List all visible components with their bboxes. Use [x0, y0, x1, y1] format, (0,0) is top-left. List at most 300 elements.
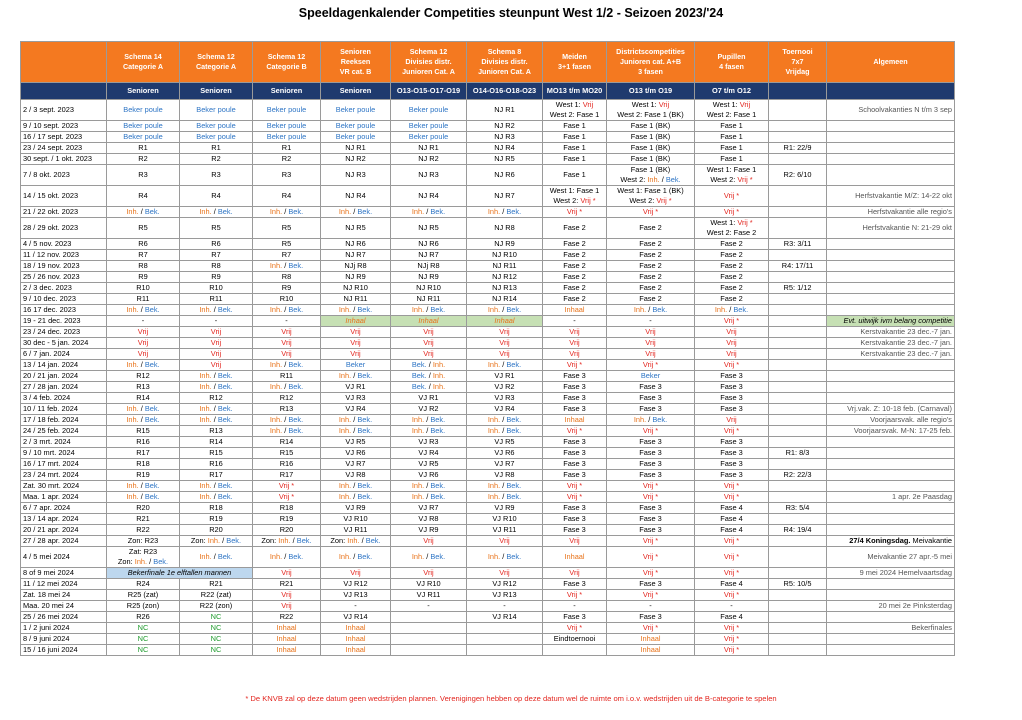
column-header-line: Junioren Cat. A [402, 67, 455, 76]
table-row [21, 536, 955, 547]
table-cell [543, 503, 607, 514]
cell-text: VJ R14 [343, 612, 368, 621]
cell-text: West 1: Fase 1 [549, 186, 600, 195]
date-cell: 11 / 12 nov. 2023 [21, 250, 107, 261]
table-cell [695, 590, 769, 601]
table-cell [827, 601, 955, 612]
cell-text: Beker poule [266, 121, 307, 130]
table-cell [107, 294, 180, 305]
table-cell [107, 525, 180, 536]
cell-text: Vrij * [642, 492, 659, 501]
cell-text: VJ R5 [418, 459, 439, 468]
cell-text: Fase 3 [563, 393, 586, 402]
table-cell [321, 132, 391, 143]
cell-text: Inh. [487, 481, 501, 490]
cell-text: / [500, 415, 507, 424]
date-cell: 28 / 29 okt. 2023 [21, 218, 107, 239]
cell-text: - [730, 601, 733, 610]
cell-text: R9 [211, 272, 221, 281]
table-cell [253, 239, 321, 250]
cell-text: R4 [281, 191, 292, 200]
table-row [21, 121, 955, 132]
cell-text: Bek. [506, 207, 522, 216]
cell-text: R18 [279, 503, 294, 512]
table-cell [321, 239, 391, 250]
table-cell [180, 186, 253, 207]
cell-text: Beker poule [266, 132, 307, 141]
table-row [21, 470, 955, 481]
cell-text: R17 [279, 470, 294, 479]
cell-text: Bek. [357, 492, 373, 501]
cell-text: Vrij * [566, 207, 583, 216]
cell-text: / [282, 426, 289, 435]
table-cell [180, 634, 253, 645]
table-cell [180, 218, 253, 239]
cell-text: / [282, 305, 289, 314]
cell-text: Fase 3 [563, 525, 586, 534]
table-cell [827, 239, 955, 250]
table-cell [543, 645, 607, 656]
cell-text: Fase 1 [563, 170, 586, 179]
cell-text: / [351, 552, 358, 561]
cell-text: VJ R4 [345, 404, 366, 413]
cell-text: Fase 3 [720, 382, 743, 391]
table-cell [391, 579, 467, 590]
table-row [21, 186, 955, 207]
table-cell [695, 143, 769, 154]
table-cell [253, 382, 321, 393]
table-row [21, 338, 955, 349]
table-cell [695, 404, 769, 415]
cell-text: / [138, 481, 145, 490]
date-cell: 9 / 10 mrt. 2024 [21, 448, 107, 459]
table-cell [107, 121, 180, 132]
date-cell: 6 / 7 apr. 2024 [21, 503, 107, 514]
cell-text: Inhaal [345, 316, 366, 325]
table-cell [607, 623, 695, 634]
table-cell [253, 426, 321, 437]
table-cell [253, 100, 321, 121]
date-cell: 19 - 21 dec. 2023 [21, 316, 107, 327]
cell-text: NC [210, 623, 222, 632]
cell-text: R11 [209, 294, 223, 303]
cell-text: West 2: Fase 1 [706, 110, 757, 119]
cell-text: Fase 3 [639, 382, 662, 391]
table-row [21, 305, 955, 316]
cell-text: R6 [211, 239, 221, 248]
table-cell [391, 437, 467, 448]
cell-text: Inh. [199, 415, 212, 424]
cell-text: 9 mei 2024 Hemelvaartsdag [859, 568, 952, 577]
cell-text: Fase 1 [720, 121, 743, 130]
table-cell [467, 154, 543, 165]
cell-text: / [138, 305, 145, 314]
table-cell [321, 437, 391, 448]
cell-text: R18 [136, 459, 150, 468]
cell-text: Vrij * [723, 426, 740, 435]
cell-text: / [211, 415, 218, 424]
cell-text: / [500, 207, 507, 216]
cell-text: / [426, 371, 433, 380]
cell-text: West 2: Fase 2 [706, 228, 757, 237]
table-cell [607, 459, 695, 470]
cell-text: Inh. [269, 382, 283, 391]
table-cell [180, 448, 253, 459]
cell-text: R14 [279, 437, 294, 446]
cell-text: R19 [279, 514, 294, 523]
column-header-line: 3 fasen [638, 67, 663, 76]
cell-text: VJ R1 [418, 393, 439, 402]
table-cell [180, 579, 253, 590]
table-cell [769, 261, 827, 272]
table-cell [827, 623, 955, 634]
cell-text: 20 mei 2e Pinksterdag [878, 601, 952, 610]
table-cell [107, 338, 180, 349]
cell-text: R3 [138, 170, 148, 179]
cell-text: Inh. [338, 481, 352, 490]
table-cell [695, 261, 769, 272]
table-cell [827, 294, 955, 305]
table-cell [180, 536, 253, 547]
cell-text: Vrij [726, 338, 737, 347]
cell-text: R17 [136, 448, 150, 457]
table-cell [695, 415, 769, 426]
cell-text: Fase 1 [720, 143, 743, 152]
cell-text: / [424, 481, 431, 490]
cell-text: / [211, 382, 218, 391]
cell-text: Fase 4 [720, 612, 743, 621]
table-row [21, 568, 955, 579]
cell-text: NJ R12 [492, 272, 517, 281]
table-cell [543, 601, 607, 612]
cell-text: R12 [136, 371, 150, 380]
cell-text: Inh. [134, 557, 148, 566]
cell-text: Vrij [726, 349, 737, 358]
date-cell: Zat. 30 mrt. 2024 [21, 481, 107, 492]
table-cell [827, 261, 955, 272]
table-cell [391, 459, 467, 470]
column-header [769, 42, 827, 83]
cell-text: Fase 3 [639, 459, 662, 468]
column-header [695, 42, 769, 83]
cell-text: Inh. [199, 552, 212, 561]
table-cell [769, 239, 827, 250]
table-cell [467, 283, 543, 294]
table-cell [253, 218, 321, 239]
table-cell [391, 250, 467, 261]
cell-text: Bek. [430, 207, 446, 216]
cell-text: NJ R2 [345, 154, 366, 163]
table-cell [180, 393, 253, 404]
table-row [21, 492, 955, 503]
table-cell [107, 360, 180, 371]
cell-text: Fase 3 [563, 612, 586, 621]
cell-text: Bek. [506, 492, 522, 501]
cell-text: R15 [209, 448, 223, 457]
cell-text: West 1: Fase 1 [706, 165, 757, 174]
cell-text: NJ R10 [492, 250, 517, 259]
table-cell [391, 349, 467, 360]
table-cell [107, 143, 180, 154]
table-cell [107, 590, 180, 601]
table-cell [253, 404, 321, 415]
cell-text: Zon: [261, 536, 279, 545]
table-row [21, 294, 955, 305]
table-cell [107, 448, 180, 459]
column-header-line: Meiden [562, 52, 587, 61]
cell-text: Bek. [288, 415, 304, 424]
table-cell [827, 437, 955, 448]
table-cell [180, 327, 253, 338]
column-header [391, 42, 467, 83]
cell-text: Fase 4 [720, 514, 743, 523]
cell-text: Fase 2 [720, 283, 743, 292]
cell-text: / [351, 492, 358, 501]
table-cell [180, 525, 253, 536]
table-cell [107, 239, 180, 250]
table-cell [321, 371, 391, 382]
table-cell [769, 448, 827, 459]
table-cell [827, 272, 955, 283]
table-row [21, 634, 955, 645]
table-cell [827, 186, 955, 207]
cell-text: R16 [209, 459, 223, 468]
cell-text: NJ R1 [345, 143, 366, 152]
table-cell [321, 590, 391, 601]
table-cell [391, 492, 467, 503]
table-cell [769, 393, 827, 404]
column-subheader: Senioren [253, 83, 321, 100]
cell-text: Bek. [217, 552, 233, 561]
cell-text: R10 [209, 283, 223, 292]
cell-text: Kerstvakantie 23 dec.-7 jan. [860, 349, 952, 358]
table-cell [107, 536, 180, 547]
table-cell [391, 143, 467, 154]
cell-text: / [500, 492, 507, 501]
cell-text: Eindtoernooi [553, 634, 596, 643]
table-cell [827, 360, 955, 371]
cell-text: Vrij [281, 568, 292, 577]
cell-text: Vrij [658, 100, 670, 109]
cell-text: R3: 3/11 [783, 239, 812, 248]
table-cell [695, 393, 769, 404]
cell-text: Zon: [117, 557, 135, 566]
cell-text: / [282, 261, 289, 270]
table-cell [695, 514, 769, 525]
column-header-line: Districtscompetities [616, 47, 685, 56]
table-cell [321, 404, 391, 415]
table-cell [695, 645, 769, 656]
cell-text: Inh. [347, 536, 360, 545]
table-cell [180, 590, 253, 601]
cell-text: Inh. [338, 426, 352, 435]
cell-text: Inh. [269, 426, 283, 435]
cell-text: Bek. [357, 426, 373, 435]
cell-text: Herfstvakantie alle regio's [867, 207, 952, 216]
cell-text: West 1: [710, 218, 738, 227]
cell-text: Fase 2 [720, 272, 743, 281]
column-subheader: O7 t/m O12 [695, 83, 769, 100]
cell-text: Inh. [338, 492, 352, 501]
cell-text: Bek. [652, 305, 668, 314]
table-cell [543, 250, 607, 261]
cell-text: NC [210, 634, 222, 643]
table-cell [321, 601, 391, 612]
column-header-line: Junioren Cat. A [478, 67, 531, 76]
table-cell [180, 316, 253, 327]
cell-text: - [141, 316, 145, 325]
cell-text: Vrij * [642, 590, 659, 599]
table-cell [391, 371, 467, 382]
cell-text: VJ R11 [492, 525, 517, 534]
cell-text: Inh. [126, 360, 139, 369]
cell-text: Vrij [499, 568, 510, 577]
cell-text: Fase 2 [720, 239, 743, 248]
cell-text: R24 [136, 579, 150, 588]
cell-text: Bek. [144, 415, 160, 424]
cell-text: VJ R3 [345, 393, 366, 402]
cell-text: R21 [209, 579, 223, 588]
table-cell [607, 612, 695, 623]
cell-text: Fase 1 (BK) [630, 143, 671, 152]
cell-text: R19 [136, 470, 150, 479]
cell-text: R7 [138, 250, 148, 259]
table-cell [827, 492, 955, 503]
cell-text: / [138, 404, 145, 413]
table-cell [695, 305, 769, 316]
cell-text: Fase 3 [639, 503, 662, 512]
cell-text: Bek. [411, 382, 427, 391]
cell-text: R4 [138, 191, 148, 200]
table-cell [607, 579, 695, 590]
cell-text: R5 [281, 223, 292, 232]
cell-text: / [359, 536, 366, 545]
table-cell [180, 154, 253, 165]
cell-text: Bek. [365, 536, 381, 545]
table-cell [180, 360, 253, 371]
cell-text: Bek. [357, 207, 373, 216]
cell-text: Inh. [411, 415, 425, 424]
table-cell [321, 272, 391, 283]
cell-text: / [220, 536, 227, 545]
cell-text: R13 [136, 382, 150, 391]
cell-text: NC [210, 645, 222, 654]
cell-text: NJ R5 [418, 223, 439, 232]
date-cell: 2 / 3 sept. 2023 [21, 100, 107, 121]
table-cell [607, 503, 695, 514]
table-cell [391, 154, 467, 165]
cell-text: Vrij [645, 349, 656, 358]
cell-text: Fase 2 [563, 272, 586, 281]
cell-text: VJ R14 [492, 612, 517, 621]
table-cell [827, 327, 955, 338]
date-cell: 7 / 8 okt. 2023 [21, 165, 107, 186]
cell-text: Vrij [281, 327, 292, 336]
cell-text: VJ R2 [494, 382, 515, 391]
cell-text: Inh. [199, 404, 212, 413]
table-cell [769, 154, 827, 165]
table-cell [467, 612, 543, 623]
table-cell [321, 503, 391, 514]
cell-text: Bek. [217, 305, 233, 314]
table-cell [467, 503, 543, 514]
table-cell [107, 305, 180, 316]
table-row [21, 393, 955, 404]
table-cell [107, 272, 180, 283]
cell-text: Fase 2 [563, 239, 586, 248]
table-cell [543, 132, 607, 143]
cell-text: NJ R3 [345, 170, 366, 179]
table-cell [467, 143, 543, 154]
table-cell [467, 272, 543, 283]
cell-text: Inh. [126, 404, 139, 413]
cell-text: Vrij * [642, 623, 659, 632]
table-cell [253, 415, 321, 426]
cell-text: Inhaal [564, 552, 585, 561]
table-cell [180, 492, 253, 503]
table-cell [467, 525, 543, 536]
cell-text: Herfstvakantie N: 21-29 okt [862, 223, 952, 232]
cell-text: NC [210, 612, 222, 621]
table-cell [180, 481, 253, 492]
cell-text: - [427, 601, 430, 610]
cell-text: Fase 2 [563, 261, 586, 270]
table-cell [543, 470, 607, 481]
cell-text: Vrij [726, 415, 737, 424]
cell-text: VJ R9 [494, 503, 515, 512]
table-cell [827, 393, 955, 404]
table-cell [391, 634, 467, 645]
date-cell: 23 / 24 dec. 2023 [21, 327, 107, 338]
table-cell [391, 272, 467, 283]
table-cell [607, 634, 695, 645]
cell-text: Beker poule [123, 105, 163, 114]
cell-text: Fase 3 [563, 371, 586, 380]
cell-text: Zon: R23 [127, 536, 159, 545]
table-cell [391, 514, 467, 525]
table-cell [321, 481, 391, 492]
cell-text: / [138, 207, 145, 216]
cell-text: VJ R9 [418, 525, 439, 534]
cell-text: / [211, 371, 218, 380]
cell-text: Vrij [569, 568, 580, 577]
table-cell [543, 218, 607, 239]
table-cell [543, 448, 607, 459]
column-header-line: Algemeen [873, 57, 908, 66]
table-row [21, 612, 955, 623]
cell-text: Fase 4 [720, 579, 743, 588]
cell-text: / [646, 305, 653, 314]
table-cell [180, 100, 253, 121]
table-cell [543, 382, 607, 393]
cell-text: Beker poule [408, 105, 449, 114]
cell-text: Inh. [633, 305, 647, 314]
cell-text: Fase 1 (BK) [630, 121, 671, 130]
cell-text: Inh. [207, 536, 221, 545]
cell-text: / [282, 415, 289, 424]
table-cell [467, 481, 543, 492]
cell-text: Vrij * [566, 590, 583, 599]
table-cell [107, 100, 180, 121]
table-cell [607, 294, 695, 305]
cell-text: NC [137, 623, 149, 632]
cell-text: Inhaal [418, 316, 439, 325]
table-cell [467, 327, 543, 338]
table-cell [607, 590, 695, 601]
cell-text: VJ R9 [345, 503, 366, 512]
column-header-line: Reeksen [340, 57, 371, 66]
cell-text: / [211, 305, 218, 314]
